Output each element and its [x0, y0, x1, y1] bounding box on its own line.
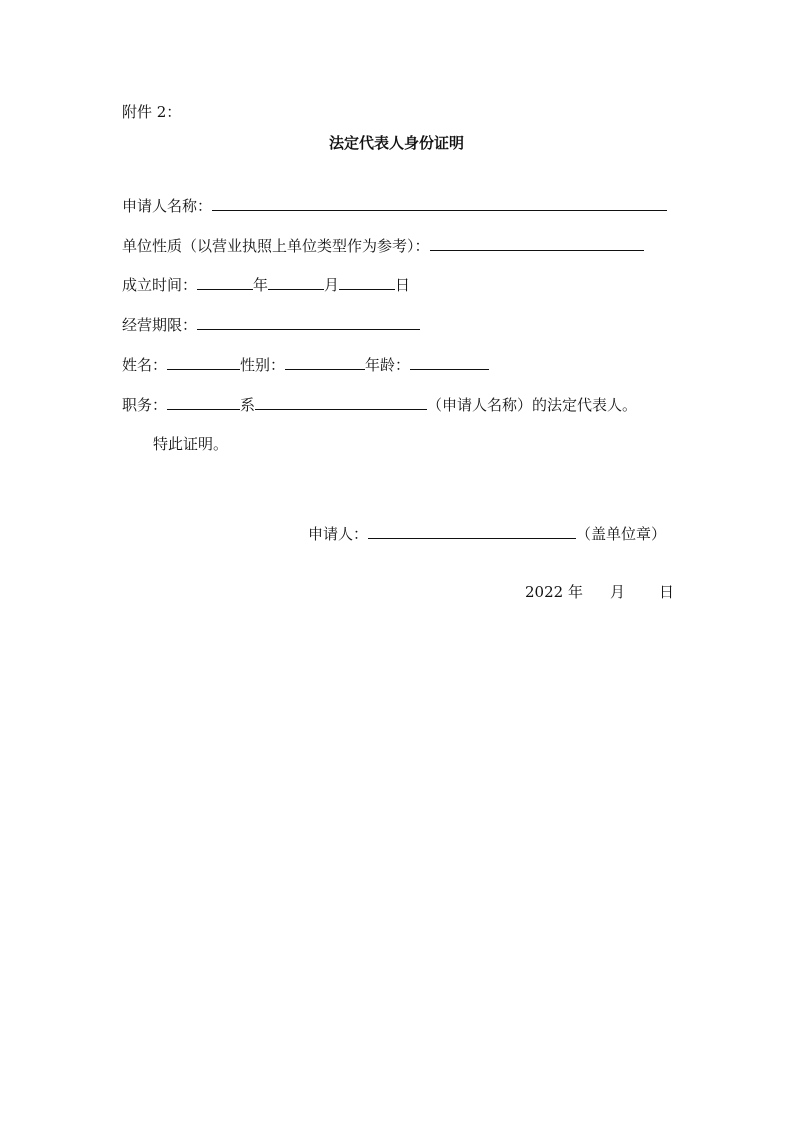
applicant-signature-blank[interactable] [368, 523, 576, 539]
established-month-blank[interactable] [268, 274, 324, 290]
unit-nature-row [122, 235, 644, 256]
is-char: 系 [240, 396, 256, 414]
operation-period-row [122, 314, 420, 335]
applicant-name-label: 申请人名称： [122, 197, 213, 215]
date-day: 日 [659, 583, 675, 601]
established-year-blank[interactable] [197, 274, 253, 290]
gender-blank[interactable] [285, 354, 365, 370]
name-blank[interactable] [167, 354, 240, 370]
month-char: 月 [324, 276, 340, 294]
gender-label: 性别： [240, 356, 286, 374]
unit-nature-label: 单位性质（以营业执照上单位类型作为参考）： [122, 237, 430, 255]
established-row [122, 274, 410, 295]
established-label: 成立时间： [122, 276, 198, 294]
day-char: 日 [395, 276, 411, 294]
year-char: 年 [253, 276, 269, 294]
attachment-label: 附件 2： [122, 103, 182, 121]
legal-rep-suffix: （申请人名称）的法定代表人。 [427, 396, 638, 414]
applicant-name-row [122, 195, 667, 216]
signature-row [308, 523, 666, 544]
operation-period-blank[interactable] [197, 314, 420, 330]
personal-info-row [122, 354, 489, 375]
position-row [122, 394, 637, 415]
position-label: 职务： [122, 396, 168, 414]
applicant-label: 申请人： [308, 525, 369, 543]
position-blank[interactable] [167, 394, 240, 410]
operation-period-label: 经营期限： [122, 316, 198, 334]
date-month: 月 [610, 583, 626, 601]
date-year: 2022 年 [525, 583, 583, 601]
seal-note: （盖单位章） [576, 525, 667, 543]
age-blank[interactable] [410, 354, 489, 370]
age-label: 年龄： [365, 356, 411, 374]
name-label: 姓名： [122, 356, 168, 374]
certify-text: 特此证明。 [153, 435, 229, 453]
document-title: 法定代表人身份证明 [328, 134, 464, 152]
established-day-blank[interactable] [339, 274, 395, 290]
applicant-name-blank[interactable] [212, 195, 667, 211]
unit-nature-blank[interactable] [430, 235, 644, 251]
company-name-blank[interactable] [255, 394, 427, 410]
